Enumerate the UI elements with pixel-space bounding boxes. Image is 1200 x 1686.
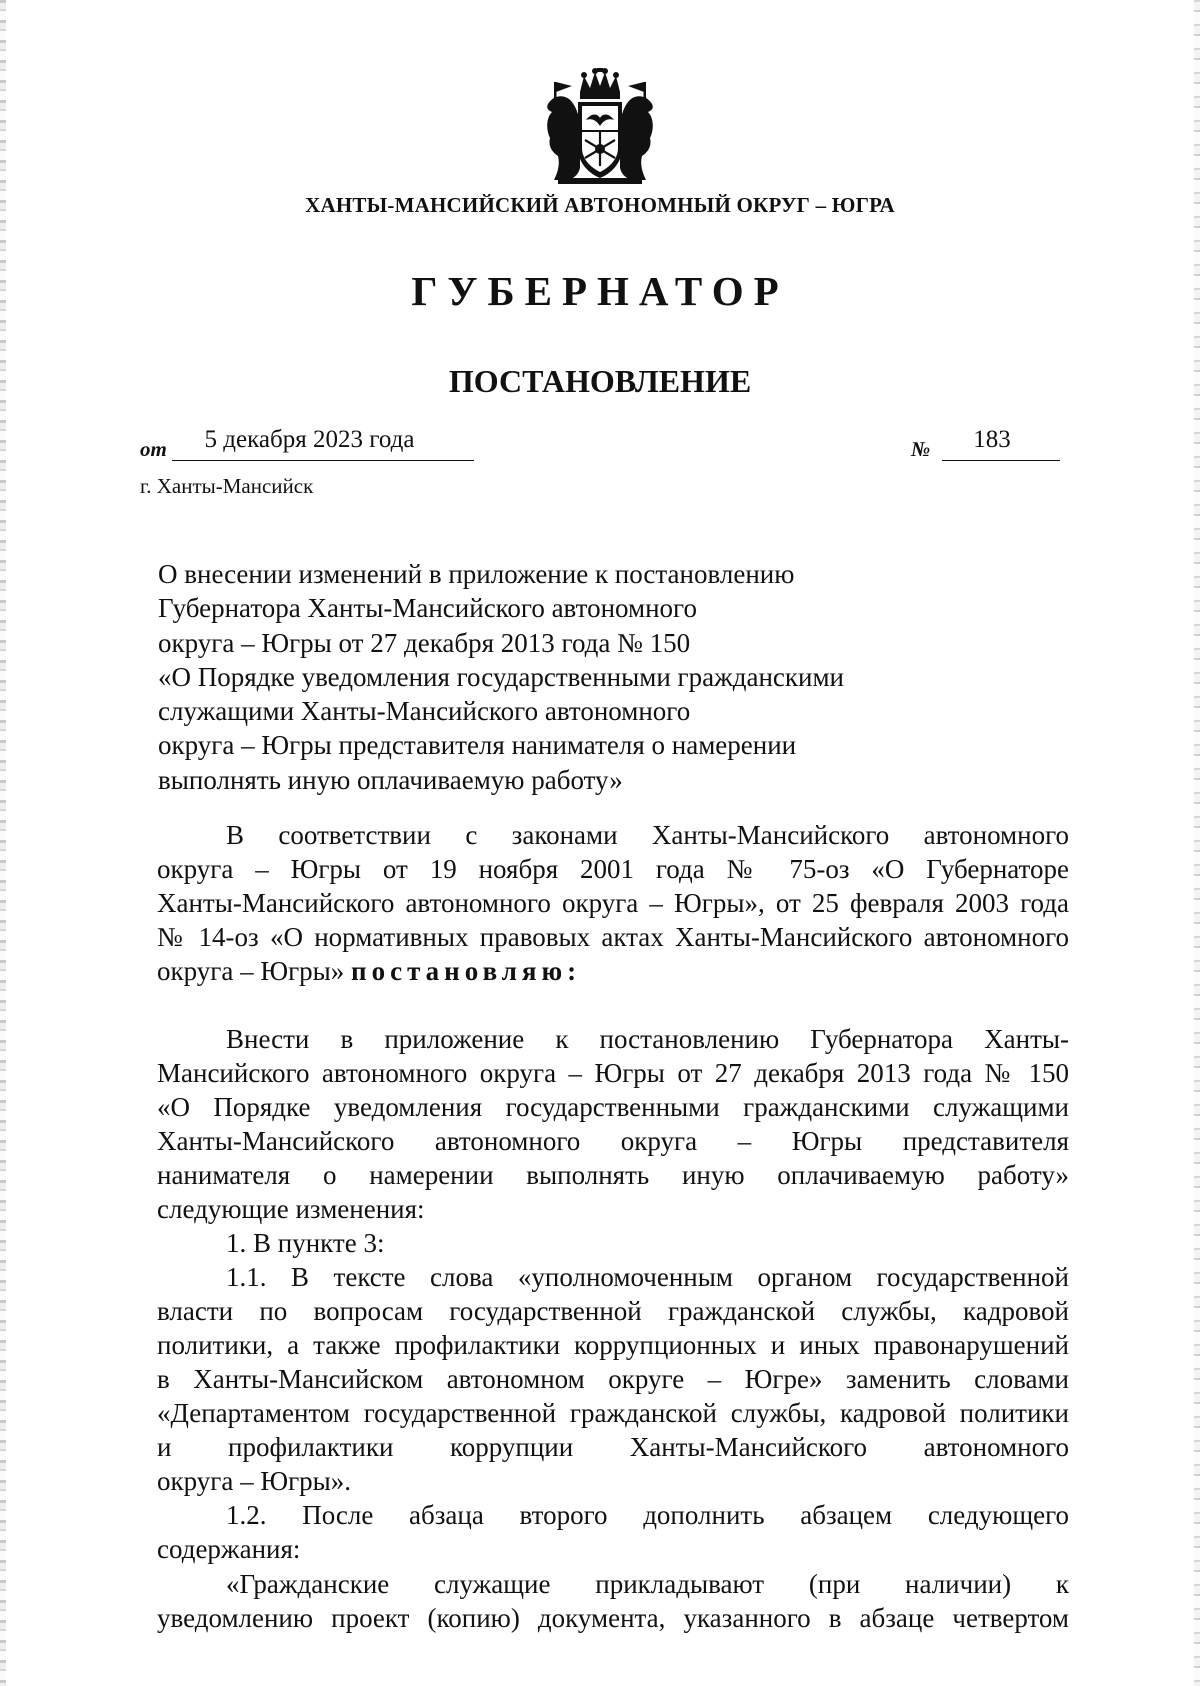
preamble-line: В соответствии с законами Ханты-Мансийского автономного xyxy=(226,820,1069,850)
number-underline xyxy=(942,460,1060,461)
intro-line: Ханты-Мансийского автономного округа – Югры представителя xyxy=(157,1126,1069,1156)
intro-line: нанимателя о намерении выполнять иную оплачиваемую работу» xyxy=(157,1160,1069,1190)
preamble-last-line xyxy=(157,954,581,988)
intro-line: Внести в приложение к постановлению Губернатора Ханты- xyxy=(226,1024,1069,1054)
item-1-1-line: «Департаментом государственной гражданской службы, кадровой политики xyxy=(157,1398,1069,1428)
subject-line: служащими Ханты-Мансийского автономного xyxy=(158,696,691,727)
item-1-2-last-line: содержания: xyxy=(157,1534,301,1564)
scan-edge-left xyxy=(0,0,6,1686)
item-1: 1. В пункте 3: xyxy=(226,1228,385,1258)
region-heading: ХАНТЫ-МАНСИЙСКИЙ АВТОНОМНЫЙ ОКРУГ – ЮГРА xyxy=(305,193,895,217)
item-1-1-line: власти по вопросам государственной гражданской службы, кадровой xyxy=(157,1296,1069,1326)
subject-line: выполнять иную оплачиваемую работу» xyxy=(158,764,623,795)
date-label: от xyxy=(140,437,167,461)
authority-heading: ГУБЕРНАТОР xyxy=(411,268,789,314)
quote-line: уведомлению проект (копию) документа, указанного в абзаце четвертом xyxy=(157,1603,1069,1633)
intro-line: Мансийского автономного округа – Югры от 27 декабря 2013 года № 150 xyxy=(157,1058,1069,1088)
item-1-1-last-line: округа – Югры». xyxy=(157,1466,352,1496)
date-value: 5 декабря 2023 года xyxy=(204,426,415,453)
subject-line: Губернатора Ханты-Мансийского автономного xyxy=(158,593,697,624)
subject-block xyxy=(158,557,948,797)
city-label: г. Ханты-Мансийск xyxy=(140,474,314,498)
quote-line: «Гражданские служащие прикладывают (при наличии) к xyxy=(226,1569,1069,1599)
item-1-1-line: политики, а также профилактики коррупционных и иных правонарушений xyxy=(157,1330,1069,1360)
item-1-1-line: и профилактики коррупции Ханты-Мансийского автономного xyxy=(157,1432,1069,1462)
preamble-line: округа – Югры от 19 ноября 2001 года № 75-оз «О Губернаторе xyxy=(157,854,1069,884)
coat-of-arms-emblem-icon xyxy=(544,68,656,186)
intro-line: «О Порядке уведомления государственными гражданскими служащими xyxy=(157,1092,1069,1122)
scan-edge-right xyxy=(1194,0,1200,1686)
preamble-last-text: округа – Югры» xyxy=(157,956,345,986)
item-1-2-line: 1.2. После абзаца второго дополнить абзацем следующего xyxy=(226,1500,1069,1530)
item-1-1-line: в Ханты-Мансийском автономном округе – Югре» заменить словами xyxy=(157,1364,1069,1394)
date-underline xyxy=(172,460,474,461)
subject-line: «О Порядке уведомления государственными гражданскими xyxy=(158,661,845,692)
subject-line: округа – Югры от 27 декабря 2013 года № 150 xyxy=(158,627,691,658)
preamble-line: № 14-оз «О нормативных правовых актах Ханты-Мансийского автономного xyxy=(157,922,1069,952)
item-1-1-line: 1.1. В тексте слова «уполномоченным органом государственной xyxy=(226,1262,1069,1292)
intro-last-line: следующие изменения: xyxy=(157,1194,425,1224)
subject-line: О внесении изменений в приложение к постановлению xyxy=(158,559,795,589)
preamble-line: Ханты-Мансийского автономного округа – Югры», от 25 февраля 2003 года xyxy=(157,888,1069,918)
subject-line: округа – Югры представителя нанимателя о намерении xyxy=(158,730,797,761)
document-type-heading: ПОСТАНОВЛЕНИЕ xyxy=(448,363,752,399)
number-label: № xyxy=(911,437,931,461)
resolve-word: постановляю: xyxy=(351,956,582,986)
number-value: 183 xyxy=(973,426,1011,453)
